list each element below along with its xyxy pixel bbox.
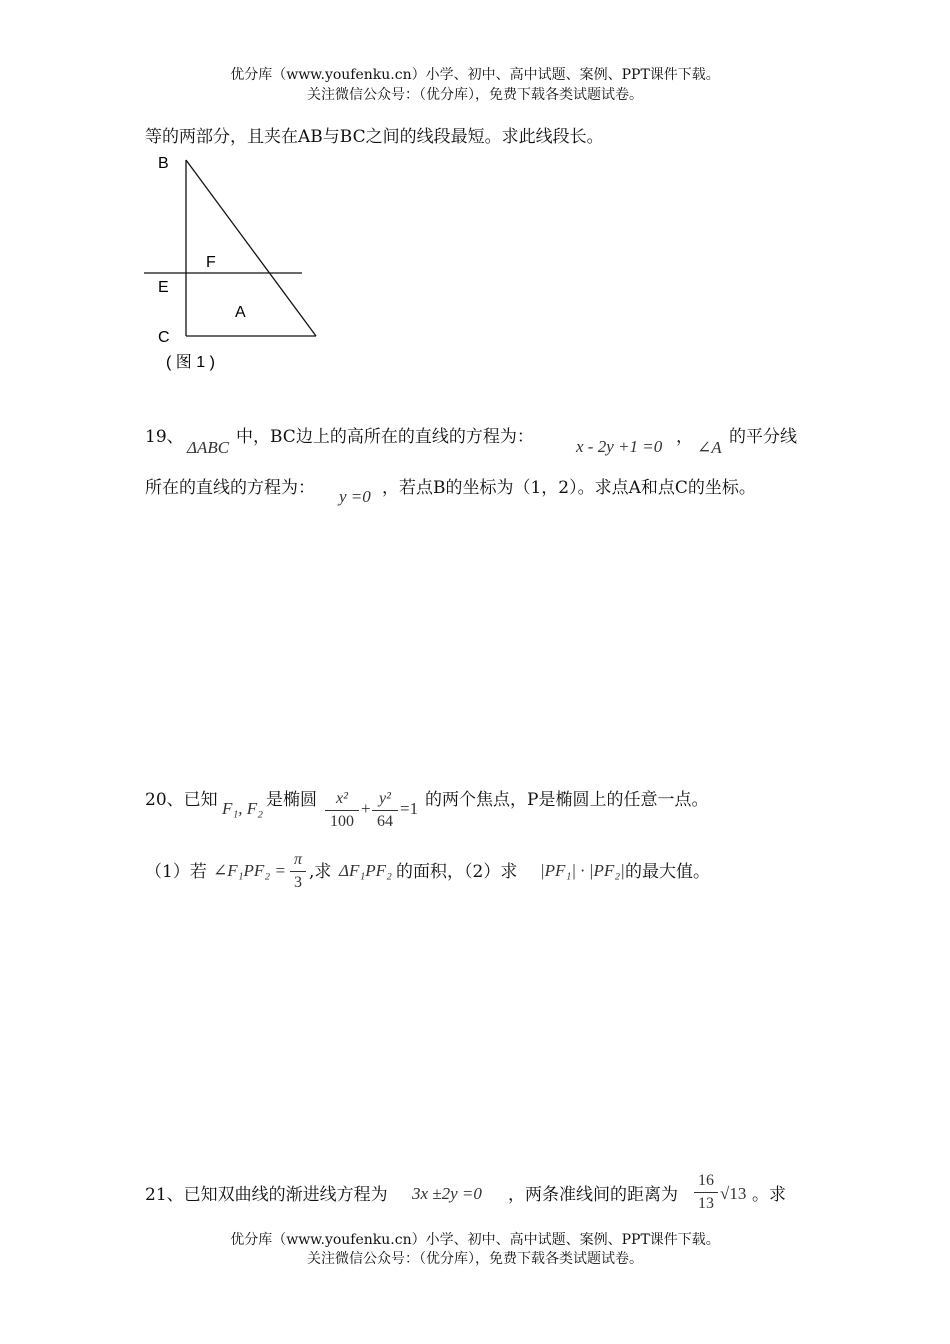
label-e: E xyxy=(158,279,169,296)
q21-fraction-num: 16 xyxy=(698,1172,714,1189)
q20-text-2: 的两个焦点，P是椭圆上的任意一点。 xyxy=(425,790,709,810)
q21-text-1: ，两条准线间的距离为 xyxy=(508,1185,678,1205)
fraction-bar xyxy=(372,810,398,811)
q20-foci: F₁, F₂ xyxy=(222,799,264,818)
q20-part1-prefix: （1）若 xyxy=(145,862,207,882)
q20-fraction-x-num: x² xyxy=(336,790,348,807)
q18-continuation-text: 等的两部分，且夹在AB与BC之间的线段最短。求此线段长。 xyxy=(145,127,604,147)
q20-plus: + xyxy=(361,799,371,818)
header-line-2: 关注微信公众号：（优分库），免费下载各类试题试卷。 xyxy=(307,87,643,103)
q19-text-2: 的平分线 xyxy=(729,427,797,447)
fraction-bar xyxy=(290,871,306,872)
q21-sqrt: √13 xyxy=(720,1184,747,1203)
q20-fraction-x-den: 100 xyxy=(330,813,354,830)
q21-text-2: 。求 xyxy=(752,1185,786,1205)
q19-text-1: 中，BC边上的高所在的直线的方程为： xyxy=(236,427,534,447)
q19-number: 19、 xyxy=(145,427,184,447)
q19-triangle: ΔABC xyxy=(187,438,230,457)
q20-part1-mid: ,求 xyxy=(309,862,332,882)
fraction-bar xyxy=(694,1192,718,1193)
q19-text-3: 所在的直线的方程为： xyxy=(145,478,315,498)
q19-angle: ∠A xyxy=(697,438,722,457)
label-a: A xyxy=(235,304,246,321)
q20-equals-one: =1 xyxy=(400,799,419,818)
footer-line-1: 优分库（www.youfenku.cn）小学、初中、高中试题、案例、PPT课件下载。 xyxy=(230,1232,720,1248)
q20-text-1: 是椭圆 xyxy=(266,790,317,810)
q20-fraction-y-num: y² xyxy=(379,790,391,807)
q20-part1-suffix: 的面积，（2）求 xyxy=(396,862,518,882)
q20-fraction-pi xyxy=(290,850,306,893)
q19-comma: ， xyxy=(676,427,693,447)
q21-equation: 3x ±2y =0 xyxy=(412,1184,482,1203)
header-line-1: 优分库（www.youfenku.cn）小学、初中、高中试题、案例、PPT课件下载。 xyxy=(230,67,720,83)
q21-number: 21、已知双曲线的渐进线方程为 xyxy=(145,1185,388,1205)
q20-fraction-x xyxy=(325,789,359,832)
figure-caption: ( 图 1 ) xyxy=(166,354,215,371)
q19-equation-2: y =0 xyxy=(339,487,371,506)
label-b: B xyxy=(158,155,169,172)
fraction-bar xyxy=(325,810,359,811)
q19-equation-1: x - 2y +1 =0 xyxy=(576,437,663,456)
q20-part2-suffix: 的最大值。 xyxy=(625,862,710,882)
q20-fraction-pi-num: π xyxy=(293,851,302,868)
q20-angle-expression: ∠F₁PF₂ = xyxy=(213,861,286,880)
q20-product-expression: |PF₁| · |PF₂| xyxy=(540,861,625,880)
q20-fraction-pi-den: 3 xyxy=(294,874,302,891)
q20-number: 20、已知 xyxy=(145,790,218,810)
q20-fraction-y-den: 64 xyxy=(377,813,393,830)
q20-fraction-y xyxy=(372,789,398,832)
q19-text-4: ，若点B的坐标为（1，2）。求点A和点C的坐标。 xyxy=(382,478,756,498)
q21-fraction xyxy=(694,1171,718,1214)
segment-ab xyxy=(186,160,316,336)
footer-line-2: 关注微信公众号：（优分库），免费下载各类试题试卷。 xyxy=(307,1251,643,1267)
label-c: C xyxy=(158,329,170,346)
q21-fraction-den: 13 xyxy=(698,1195,714,1212)
q20-area-expression: ΔF₁PF₂ xyxy=(339,861,392,880)
figure-1 xyxy=(140,150,340,380)
label-f: F xyxy=(206,254,216,271)
